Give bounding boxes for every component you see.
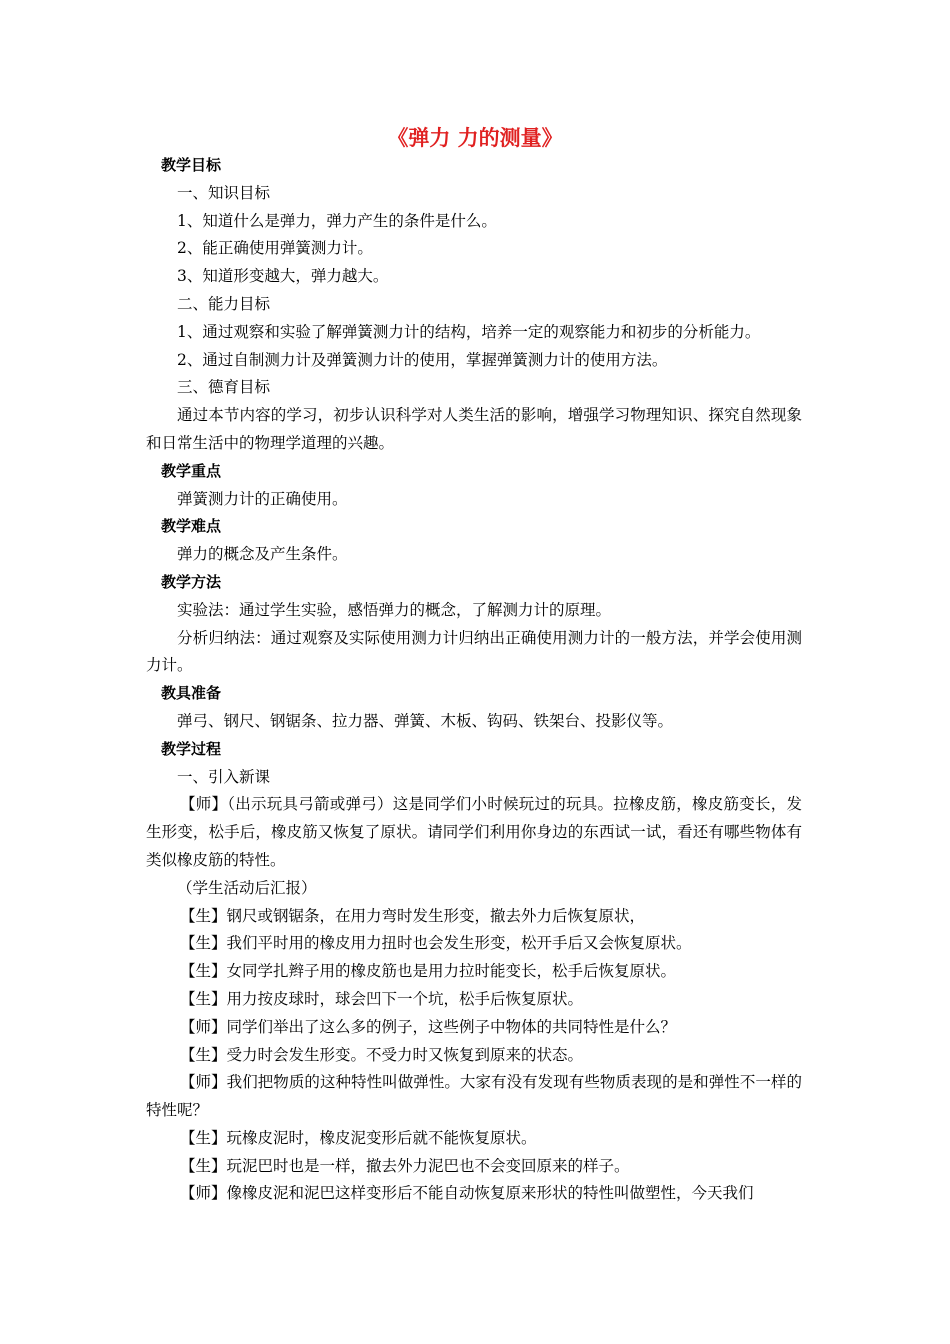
paragraph: 1、通过观察和实验了解弹簧测力计的结构，培养一定的观察能力和初步的分析能力。 [177, 322, 761, 341]
paragraph: 弹弓、钢尺、钢锯条、拉力器、弹簧、木板、钩码、铁架台、投影仪等。 [177, 711, 674, 730]
paragraph: 一、引入新课 [177, 767, 271, 786]
section-heading: 教学难点 [161, 517, 222, 536]
paragraph: 实验法：通过学生实验，感悟弹力的概念，了解测力计的原理。 [177, 600, 612, 619]
paragraph: 1、知道什么是弹力，弹力产生的条件是什么。 [177, 211, 497, 230]
paragraph: 2、通过自制测力计及弹簧测力计的使用，掌握弹簧测力计的使用方法。 [177, 350, 668, 369]
paragraph: 【生】用力按皮球时，球会凹下一个坑，松手后恢复原状。 [180, 989, 584, 1008]
document-body [146, 152, 802, 1208]
paragraph: 【生】钢尺或钢锯条，在用力弯时发生形变，撤去外力后恢复原状， [180, 906, 646, 925]
paragraph: 2、能正确使用弹簧测力计。 [177, 239, 373, 258]
paragraph: （学生活动后汇报） [177, 878, 317, 897]
paragraph: 二、能力目标 [177, 294, 271, 313]
paragraph: 【生】女同学扎辫子用的橡皮筋也是用力拉时能变长，松手后恢复原状。 [180, 962, 677, 981]
paragraph: 弹力的概念及产生条件。 [177, 545, 348, 564]
paragraph: 一、知识目标 [177, 183, 271, 202]
section-heading: 教学目标 [161, 156, 222, 174]
section-heading: 教学重点 [161, 461, 222, 480]
paragraph: 分析归纳法：通过观察及实际使用测力计归纳出正确使用测力计的一般方法，并学会使用测力计。 [146, 628, 802, 675]
paragraph: 【师】（出示玩具弓箭或弹弓）这是同学们小时候玩过的玩具。拉橡皮筋，橡皮筋变长，发生形变，松手后，橡皮筋又恢复了原状。请同学们利用你身边的东西试一试，看还有哪些物体有类似橡皮筋的特性。 [146, 795, 802, 869]
paragraph: 【生】我们平时用的橡皮用力扭时也会发生形变，松开手后又会恢复原状。 [180, 934, 692, 953]
paragraph: 【师】像橡皮泥和泥巴这样变形后不能自动恢复原来形状的特性叫做塑性，今天我们 [180, 1184, 754, 1203]
paragraph: 3、知道形变越大，弹力越大。 [177, 267, 389, 286]
section-heading: 教学方法 [161, 572, 222, 591]
paragraph: 三、德育目标 [177, 378, 271, 397]
document-title: 《弹力 力的测量》 [387, 126, 563, 150]
paragraph: 【生】玩橡皮泥时，橡皮泥变形后就不能恢复原状。 [180, 1128, 537, 1147]
paragraph: 【生】受力时会发生形变。不受力时又恢复到原来的状态。 [180, 1045, 584, 1064]
section-heading: 教学过程 [161, 739, 222, 758]
paragraph: 弹簧测力计的正确使用。 [177, 489, 348, 508]
paragraph: 通过本节内容的学习，初步认识科学对人类生活的影响，增强学习物理知识、探究自然现象和日常生活中的物理学道理的兴趣。 [146, 406, 802, 452]
paragraph: 【师】同学们举出了这么多的例子，这些例子中物体的共同特性是什么？ [180, 1017, 677, 1036]
section-heading: 教具准备 [161, 684, 222, 703]
paragraph: 【师】我们把物质的这种特性叫做弹性。大家有没有发现有些物质表现的是和弹性不一样的特性呢？ [146, 1073, 802, 1120]
paragraph: 【生】玩泥巴时也是一样，撤去外力泥巴也不会变回原来的样子。 [180, 1156, 630, 1175]
